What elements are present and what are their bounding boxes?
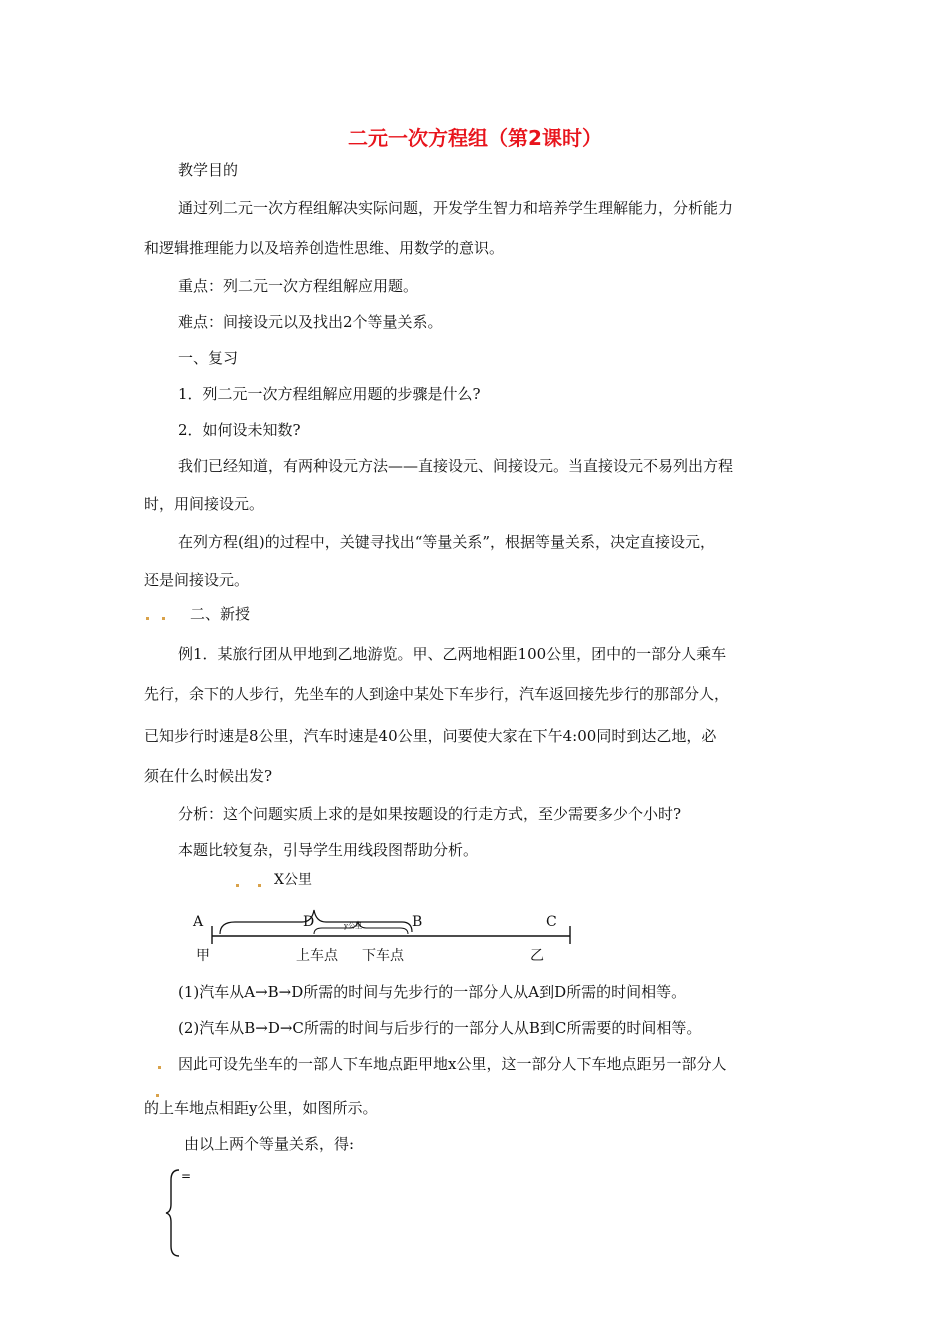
point-d-label: D — [303, 914, 315, 930]
condition-1: (1)汽车从A→B→D所需的时间与先步行的一部分人从A到D所需的时间相等。 — [178, 983, 687, 1001]
example-line-b: 先行，余下的人步行，先坐车的人到途中某处下车步行，汽车返回接先步行的那部分人， — [144, 685, 730, 703]
y-distance-label: y公里 — [344, 922, 362, 930]
analysis: 分析：这个问题实质上求的是如果按题设的行走方式，至少需要多少个小时? — [178, 805, 682, 823]
place-jia-label: 甲 — [196, 948, 210, 964]
review-paragraph-2a: 在列方程(组)的过程中，关键寻找出“等量关系”，根据等量关系，决定直接设元， — [178, 533, 716, 551]
review-question-1: 1．列二元一次方程组解应用题的步骤是什么? — [178, 385, 481, 403]
review-paragraph-1b: 时，用间接设元。 — [144, 495, 265, 513]
boarding-point-label: 上车点 — [296, 948, 338, 964]
new-lesson-heading: 二、新授 — [190, 605, 251, 623]
example-line-c: 已知步行时速是8公里，汽车时速是40公里，问要使大家在下午4:00同时到达乙地，必 — [144, 727, 717, 745]
point-b-label: B — [412, 914, 423, 930]
setup-line-b: 的上车地点相距y公里，如图所示。 — [144, 1099, 378, 1117]
x-distance-label: X公里 — [274, 872, 312, 888]
derive-line: 由以上两个等量关系，得: — [184, 1135, 355, 1153]
objective-line-2: 和逻辑推理能力以及培养创造性思维、用数学的意识。 — [144, 239, 505, 257]
segment-diagram — [180, 870, 600, 970]
review-paragraph-1a: 我们已经知道，有两种设元方法——直接设元、间接设元。当直接设元不易列出方程 — [178, 457, 734, 475]
review-heading: 一、复习 — [178, 349, 239, 367]
example-line-a: 例1．某旅行团从甲地到乙地游览。甲、乙两地相距100公里，团中的一部分人乘车 — [178, 645, 727, 663]
guide: 本题比较复杂，引导学生用线段图帮助分析。 — [178, 841, 479, 859]
marker-dot — [158, 1066, 161, 1069]
review-question-2: 2．如何设未知数? — [178, 421, 301, 439]
key-point: 重点：列二元一次方程组解应用题。 — [178, 277, 419, 295]
place-yi-label: 乙 — [530, 948, 544, 964]
x-brace — [220, 910, 412, 934]
point-a-label: A — [193, 914, 204, 930]
equation-placeholder: = — [181, 1169, 192, 1183]
condition-2: (2)汽车从B→D→C所需的时间与后步行的一部分人从B到C所需要的时间相等。 — [178, 1019, 702, 1037]
marker-dot — [156, 1094, 159, 1097]
page-title: 二元一次方程组（第2课时） — [348, 126, 602, 150]
alighting-point-label: 下车点 — [362, 948, 404, 964]
difficulty: 难点：间接设元以及找出2个等量关系。 — [178, 313, 443, 331]
marker-dot — [162, 617, 165, 620]
point-c-label: C — [546, 914, 557, 930]
review-paragraph-2b: 还是间接设元。 — [144, 571, 250, 589]
objective-heading: 教学目的 — [178, 161, 239, 179]
setup-line-a: 因此可设先坐车的一部人下车地点距甲地x公里，这一部分人下车地点距另一部分人 — [178, 1055, 727, 1073]
objective-line-1: 通过列二元一次方程组解决实际问题，开发学生智力和培养学生理解能力，分析能力 — [178, 199, 734, 217]
marker-dot — [146, 617, 149, 620]
example-line-d: 须在什么时候出发? — [144, 767, 273, 785]
